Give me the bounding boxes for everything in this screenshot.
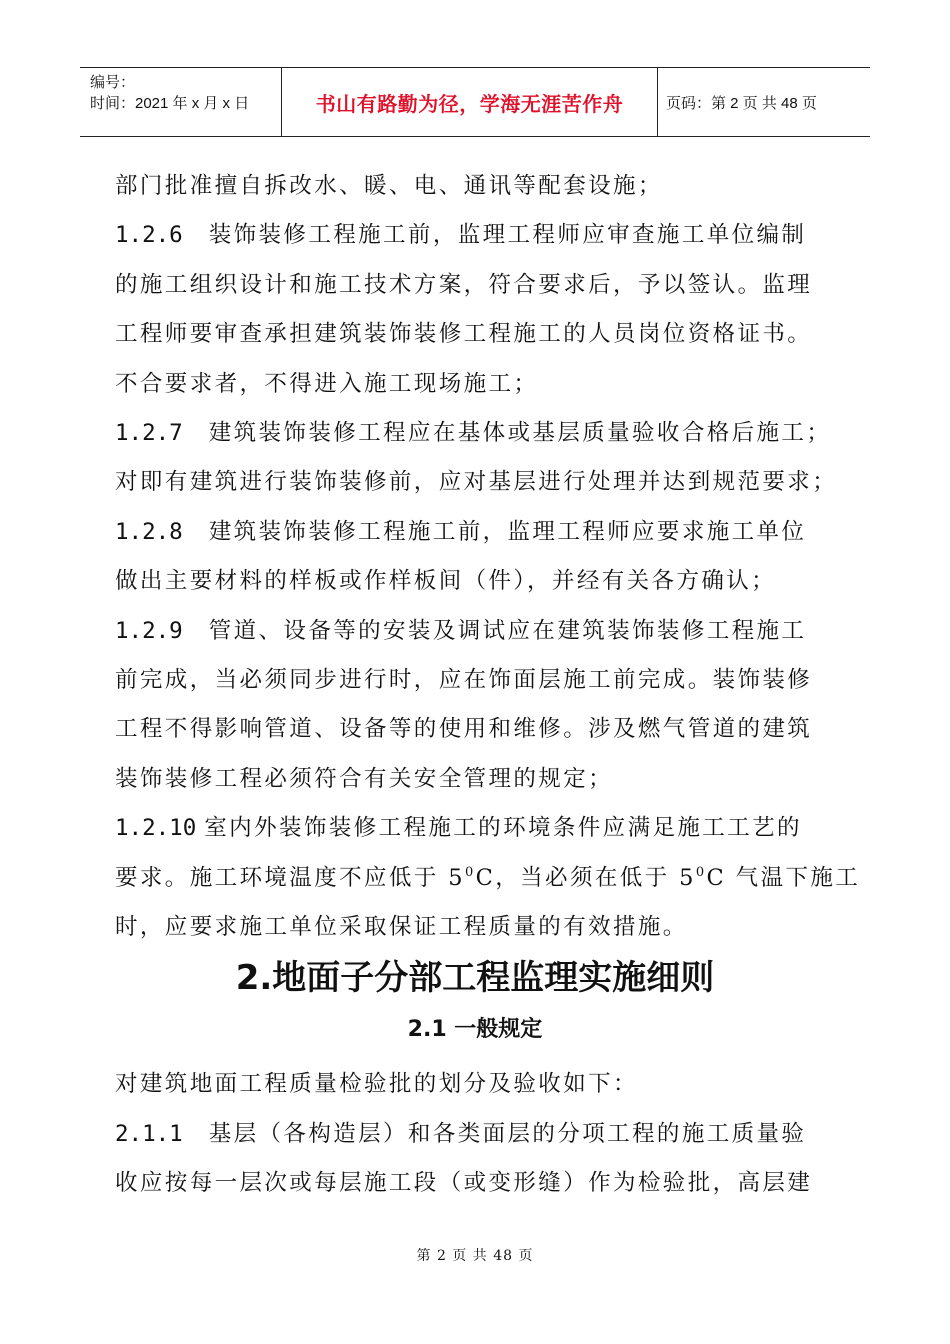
- body-line: [115, 508, 845, 557]
- body-line: [115, 458, 845, 507]
- line-text: 对建筑地面工程质量检验批的划分及验收如下：: [115, 1071, 638, 1097]
- clause-number: 1.2.6: [115, 222, 183, 249]
- header-motto-cell: [282, 68, 658, 136]
- body-line: [115, 1060, 845, 1109]
- body-line: [115, 755, 845, 804]
- body-line: [115, 310, 845, 359]
- clause-number: 1.2.10: [115, 815, 197, 842]
- motto: 书山有路勤为径，学海无涯苦作舟: [315, 91, 624, 116]
- body-line: [115, 261, 845, 310]
- body-line: [115, 409, 845, 458]
- line-text: 对即有建筑进行装饰装修前，应对基层进行处理并达到规范要求；: [115, 469, 838, 496]
- line-text: 装饰装修工程施工前，监理工程师应审查施工单位编制: [208, 222, 807, 249]
- body-line: [115, 804, 845, 853]
- line-text: 室内外装饰装修工程施工的环境条件应满足施工工艺的: [204, 815, 802, 842]
- body-line: [115, 1159, 845, 1208]
- subsection-heading: 2.1 一般规定: [407, 1017, 543, 1042]
- page-header: [80, 67, 870, 137]
- line-text: 部门批准擅自拆改水、暖、电、通讯等配套设施；: [115, 173, 663, 199]
- body-line: [115, 705, 845, 754]
- section-heading: 2.地面子分部工程监理实施细则: [235, 958, 715, 998]
- body-line: [115, 162, 845, 211]
- temp-sup-1: 0: [464, 865, 476, 880]
- line-text: 装饰装修工程必须符合有关安全管理的规定；: [115, 765, 614, 792]
- header-page-code: [658, 68, 870, 136]
- clause-number: 2.1.1: [115, 1120, 183, 1147]
- clause-number: 1.2.8: [115, 518, 183, 545]
- body-line: [115, 360, 845, 409]
- line-text: 建筑装饰装修工程施工前，监理工程师应要求施工单位: [208, 518, 807, 545]
- body-line: [115, 656, 845, 705]
- body-line: 时，应要求施工单位采取保证工程质量的有效措施。: [115, 914, 688, 940]
- page-code: 页码：第 2 页 共 48 页: [666, 94, 817, 112]
- page-footer: 第 2 页 共 48 页: [416, 1248, 534, 1264]
- temperature-line: [115, 854, 861, 903]
- line-text: 基层（各构造层）和各类面层的分项工程的施工质量验: [208, 1120, 807, 1147]
- temp-text-c: C 气温下施工: [706, 865, 861, 891]
- body-line: [115, 211, 845, 260]
- line-text: 建筑装饰装修工程应在基体或基层质量验收合格后施工；: [208, 420, 832, 446]
- line-text: 前完成，当必须同步进行时，应在饰面层施工前完成。装饰装修: [115, 667, 813, 693]
- line-text: 不合要求者，不得进入施工现场施工；: [115, 370, 539, 397]
- temp-text-b: C，当必须在低于 5: [475, 865, 696, 891]
- header-meta: [80, 68, 282, 136]
- body-line: [115, 607, 845, 656]
- line-text: 管道、设备等的安装及调试应在建筑装饰装修工程施工: [208, 617, 807, 644]
- body-line: [115, 557, 845, 606]
- line-text: 收应按每一层次或每层施工段（或变形缝）作为检验批，高层建: [115, 1170, 813, 1196]
- line-text: 工程不得影响管道、设备等的使用和维修。涉及燃气管道的建筑: [115, 716, 813, 743]
- temp-sup-2: 0: [695, 865, 707, 880]
- body-line: [115, 1110, 845, 1159]
- time-label: 时间：2021 年 x 月 x 日: [90, 95, 250, 112]
- clause-number: 1.2.7: [115, 420, 183, 446]
- line-text: 做出主要材料的样板或作样板间（件），并经有关各方确认；: [115, 568, 777, 595]
- line-text: 工程师要审查承担建筑装饰装修工程施工的人员岗位资格证书。: [115, 321, 813, 348]
- clause-number: 1.2.9: [115, 617, 183, 644]
- code-label: 编号：: [90, 74, 136, 91]
- line-text: 的施工组织设计和施工技术方案，符合要求后，予以签认。监理: [115, 271, 813, 298]
- temp-text-a: 要求。施工环境温度不应低于 5: [115, 865, 465, 891]
